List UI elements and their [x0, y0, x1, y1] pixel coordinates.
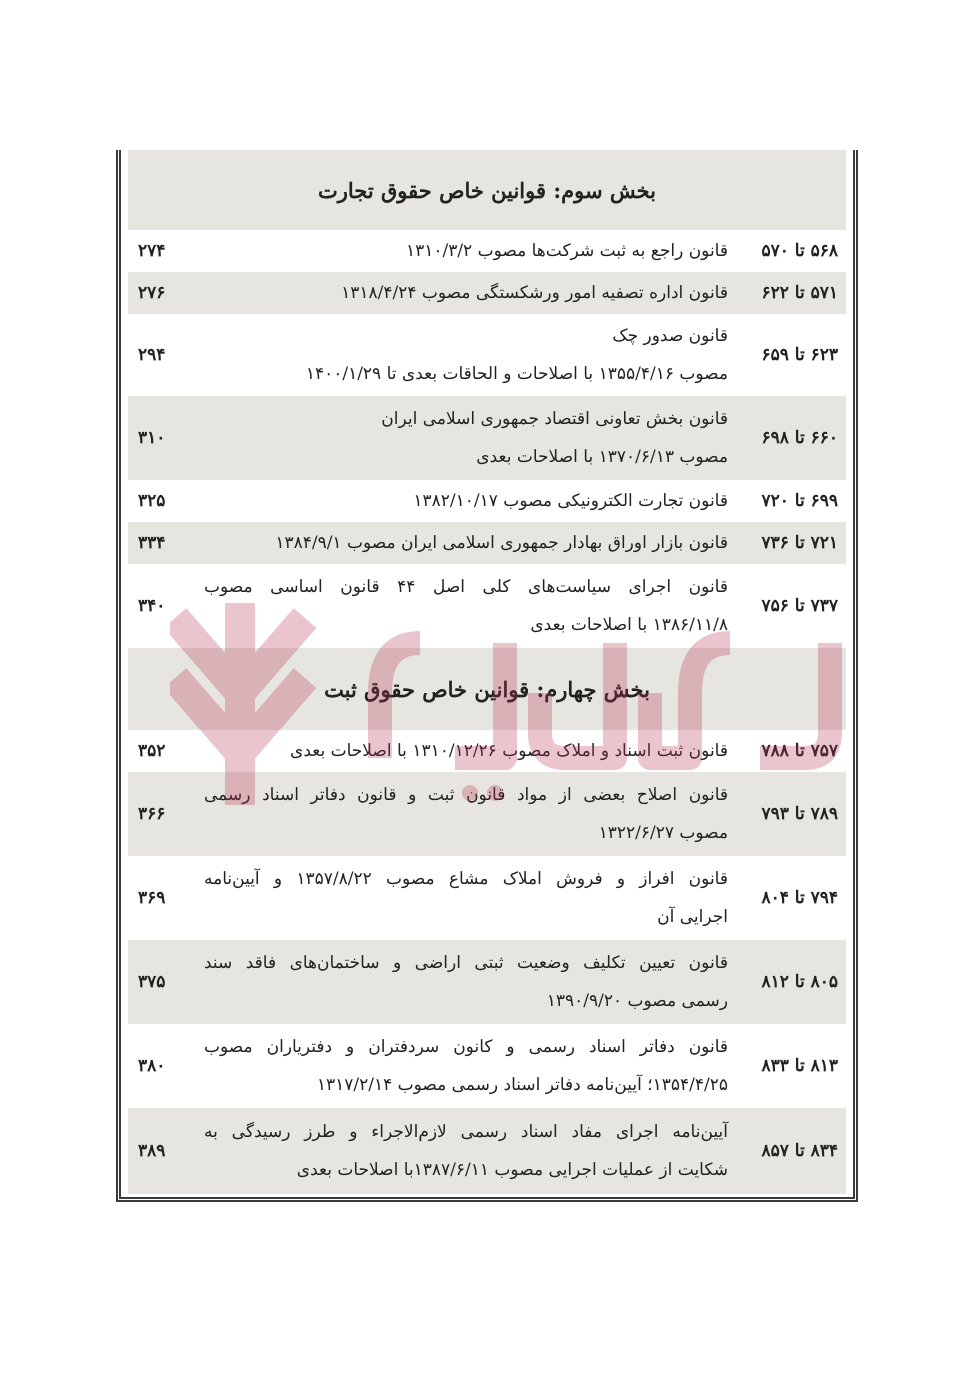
article-range: ۷۸۹ تا ۷۹۳ — [761, 804, 838, 824]
law-title-line: قانون دفاتر اسناد رسمی و کانون سردفتران و دفتریاران مصوب — [204, 1037, 728, 1057]
law-title-line: آیین‌نامه اجرای مفاد اسناد رسمی لازم‌الاجراء و طرز رسیدگی به — [204, 1122, 728, 1142]
law-title-line: قانون اجرای سیاست‌های کلی اصل ۴۴ قانون اساسی مصوب — [204, 577, 728, 597]
law-title — [204, 274, 728, 312]
law-title-line: شکایت از عملیات اجرایی مصوب ۱۳۸۷/۶/۱۱با اصلاحات بعدی — [296, 1160, 728, 1180]
law-title-line: قانون تجارت الکترونیکی مصوب ۱۳۸۲/۱۰/۱۷ — [413, 491, 728, 511]
article-range: ۵۷۱ تا ۶۲۲ — [761, 283, 838, 303]
table-row — [128, 396, 846, 480]
article-range: ۶۲۳ تا ۶۵۹ — [761, 345, 838, 365]
law-title-line: قانون افراز و فروش املاک مشاع مصوب ۱۳۵۷/۸/۲۲ و آیین‌نامه — [204, 869, 728, 889]
law-title — [204, 400, 728, 476]
article-range: ۸۱۳ تا ۸۳۳ — [761, 1056, 838, 1076]
article-range: ۵۶۸ تا ۵۷۰ — [761, 241, 838, 261]
page-number: ۲۷۶ — [138, 283, 166, 303]
article-range: ۷۹۴ تا ۸۰۴ — [761, 888, 838, 908]
page-number: ۳۶۹ — [138, 888, 166, 908]
article-range: ۷۳۷ تا ۷۵۶ — [761, 596, 838, 616]
article-range: ۶۹۹ تا ۷۲۰ — [761, 491, 838, 511]
law-title — [204, 732, 728, 770]
section-heading — [128, 648, 846, 730]
page-number: ۳۷۵ — [138, 972, 166, 992]
table-row — [128, 1108, 846, 1194]
law-title-line: ۱۳۸۶/۱۱/۸ با اصلاحات بعدی — [530, 615, 728, 635]
article-range: ۸۰۵ تا ۸۱۲ — [761, 972, 838, 992]
table-row — [128, 730, 846, 772]
law-title — [204, 1113, 728, 1189]
page-number: ۳۸۰ — [138, 1056, 166, 1076]
law-title — [204, 232, 728, 270]
law-title — [204, 317, 728, 393]
law-title-line: قانون بخش تعاونی اقتصاد جمهوری اسلامی ایران — [381, 409, 728, 429]
table-row — [128, 564, 846, 648]
law-title-line: رسمی مصوب ۱۳۹۰/۹/۲۰ — [546, 991, 728, 1011]
article-range: ۷۲۱ تا ۷۳۶ — [761, 533, 838, 553]
law-title-line: ۱۳۵۴/۴/۲۵؛ آیین‌نامه دفاتر اسناد رسمی مصوب ۱۳۱۷/۲/۱۴ — [316, 1075, 728, 1095]
law-title-line: قانون ثبت اسناد و املاک مصوب ۱۳۱۰/۱۲/۲۶ با اصلاحات بعدی — [290, 741, 728, 761]
page-number: ۲۷۴ — [138, 241, 166, 261]
table-row — [128, 314, 846, 396]
law-title-line: قانون اداره تصفیه امور ورشکستگی مصوب ۱۳۱۸/۴/۲۴ — [341, 283, 728, 303]
table-row — [128, 856, 846, 940]
law-title — [204, 944, 728, 1020]
law-title-line: اجرایی آن — [657, 907, 728, 927]
section-heading-text: بخش چهارم: قوانین خاص حقوق ثبت — [324, 676, 650, 702]
section-heading-text: بخش سوم: قوانین خاص حقوق تجارت — [317, 177, 657, 203]
table-row — [128, 940, 846, 1024]
table-row — [128, 230, 846, 272]
article-range: ۸۳۴ تا ۸۵۷ — [761, 1141, 838, 1161]
table-row — [128, 772, 846, 856]
page-number: ۳۵۲ — [138, 741, 166, 761]
table-body — [128, 150, 846, 1193]
table-row — [128, 522, 846, 564]
page-number: ۳۸۹ — [138, 1141, 166, 1161]
law-title-line: مصوب ۱۳۵۵/۴/۱۶ با اصلاحات و الحاقات بعدی تا ۱۴۰۰/۱/۲۹ — [305, 364, 728, 384]
law-title — [204, 1028, 728, 1104]
law-title — [204, 776, 728, 852]
page-number: ۳۶۶ — [138, 804, 166, 824]
law-title — [204, 482, 728, 520]
table-row — [128, 480, 846, 522]
page-number: ۳۴۰ — [138, 596, 166, 616]
law-title-line: مصوب ۱۳۲۲/۶/۲۷ — [598, 823, 728, 843]
page-number: ۳۱۰ — [138, 428, 166, 448]
page-number: ۳۲۵ — [138, 491, 166, 511]
table-frame — [116, 150, 858, 1202]
article-range: ۷۵۷ تا ۷۸۸ — [761, 741, 838, 761]
law-title — [204, 524, 728, 562]
law-title-line: قانون بازار اوراق بهادار جمهوری اسلامی ایران مصوب ۱۳۸۴/۹/۱ — [275, 533, 728, 553]
table-row — [128, 1024, 846, 1108]
article-range: ۶۶۰ تا ۶۹۸ — [761, 428, 838, 448]
table-row — [128, 272, 846, 314]
page-number: ۳۳۴ — [138, 533, 166, 553]
law-title-line: مصوب ۱۳۷۰/۶/۱۳ با اصلاحات بعدی — [476, 447, 728, 467]
law-title-line: قانون راجع به ثبت شرکت‌ها مصوب ۱۳۱۰/۳/۲ — [405, 241, 728, 261]
law-title-line: قانون اصلاح بعضی از مواد قانون ثبت و قانون دفاتر اسناد رسمی — [204, 785, 728, 805]
page-number: ۲۹۴ — [138, 345, 166, 365]
law-title — [204, 860, 728, 936]
section-heading — [128, 150, 846, 230]
law-title-line: قانون صدور چک — [612, 326, 728, 346]
law-title-line: قانون تعیین تکلیف وضعیت ثبتی اراضی و ساختمان‌های فاقد سند — [204, 953, 728, 973]
law-title — [204, 568, 728, 644]
